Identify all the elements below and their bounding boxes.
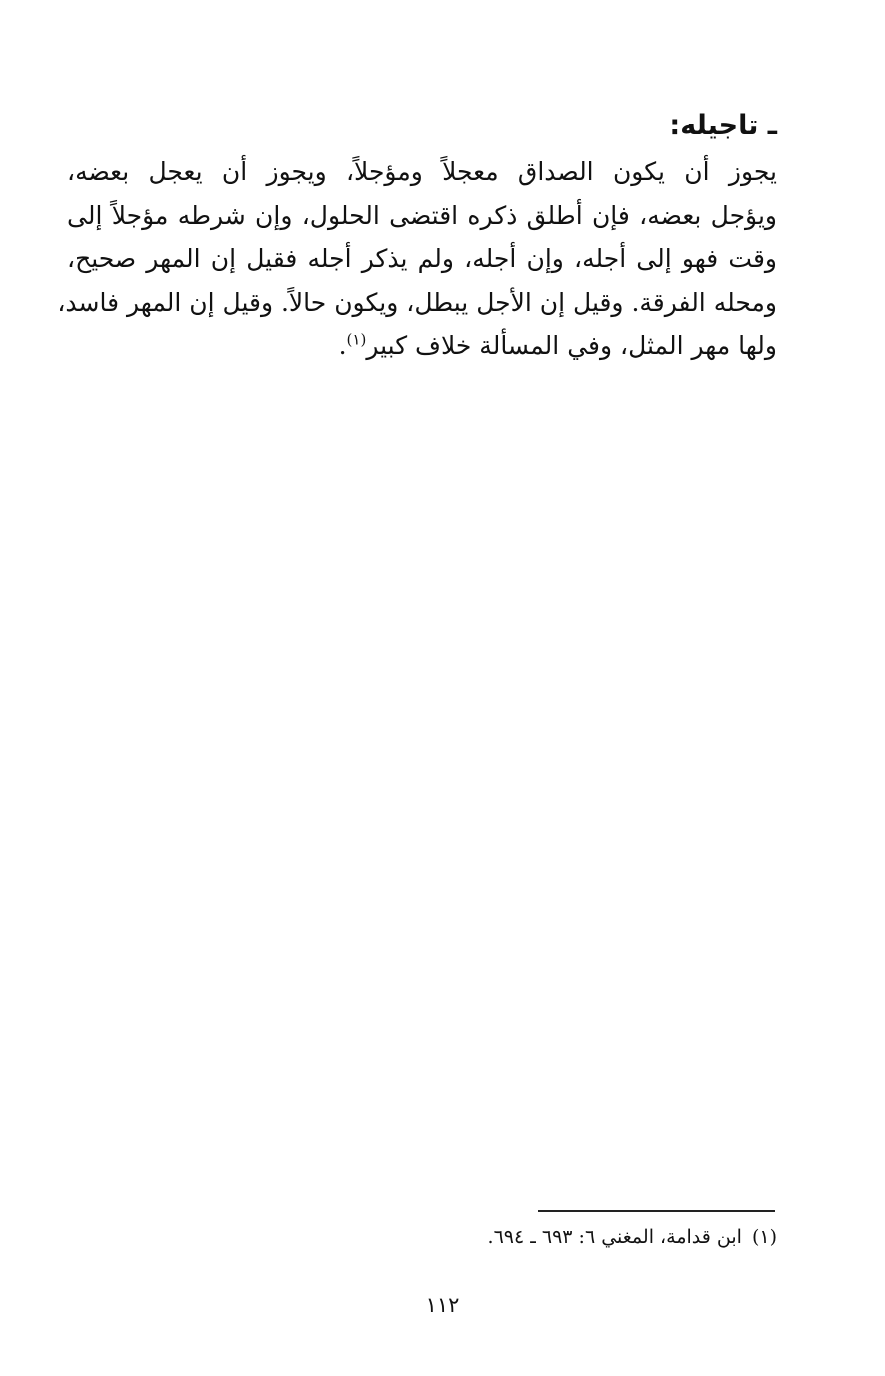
paragraph-end-punctuation: . (338, 331, 347, 360)
page-number: ١١٢ (425, 1293, 460, 1317)
paragraph-line-last (67, 324, 777, 368)
footnote-reference-marker: (١) (346, 330, 367, 349)
body-paragraph (57, 150, 777, 368)
paragraph-line: وقت فهو إلى أجله، وإن أجله، ولم يذكر أجله فقيل إن المهر صحيح، (67, 244, 777, 273)
footnote-divider (538, 1210, 775, 1212)
paragraph-line: ومحله الفرقة. وقيل إن الأجل يبطل، ويكون حالاً. وقيل إن المهر فاسد، (57, 287, 777, 317)
footnote (488, 1222, 777, 1252)
paragraph-line-text: ولها مهر المثل، وفي المسألة خلاف كبير (366, 331, 777, 360)
paragraph-line: ويؤجل بعضه، فإن أطلق ذكره اقتضى الحلول، وإن شرطه مؤجلاً إلى (67, 200, 777, 230)
paragraph-line: يجوز أن يكون الصداق معجلاً ومؤجلاً، ويجوز أن يعجل بعضه، (67, 157, 777, 186)
footnote-text: ابن قدامة، المغني ٦: ٦٩٣ ـ ٦٩٤. (487, 1226, 742, 1248)
footnote-number: (١) (751, 1226, 777, 1248)
section-heading: ـ تاجيله: (669, 110, 777, 141)
